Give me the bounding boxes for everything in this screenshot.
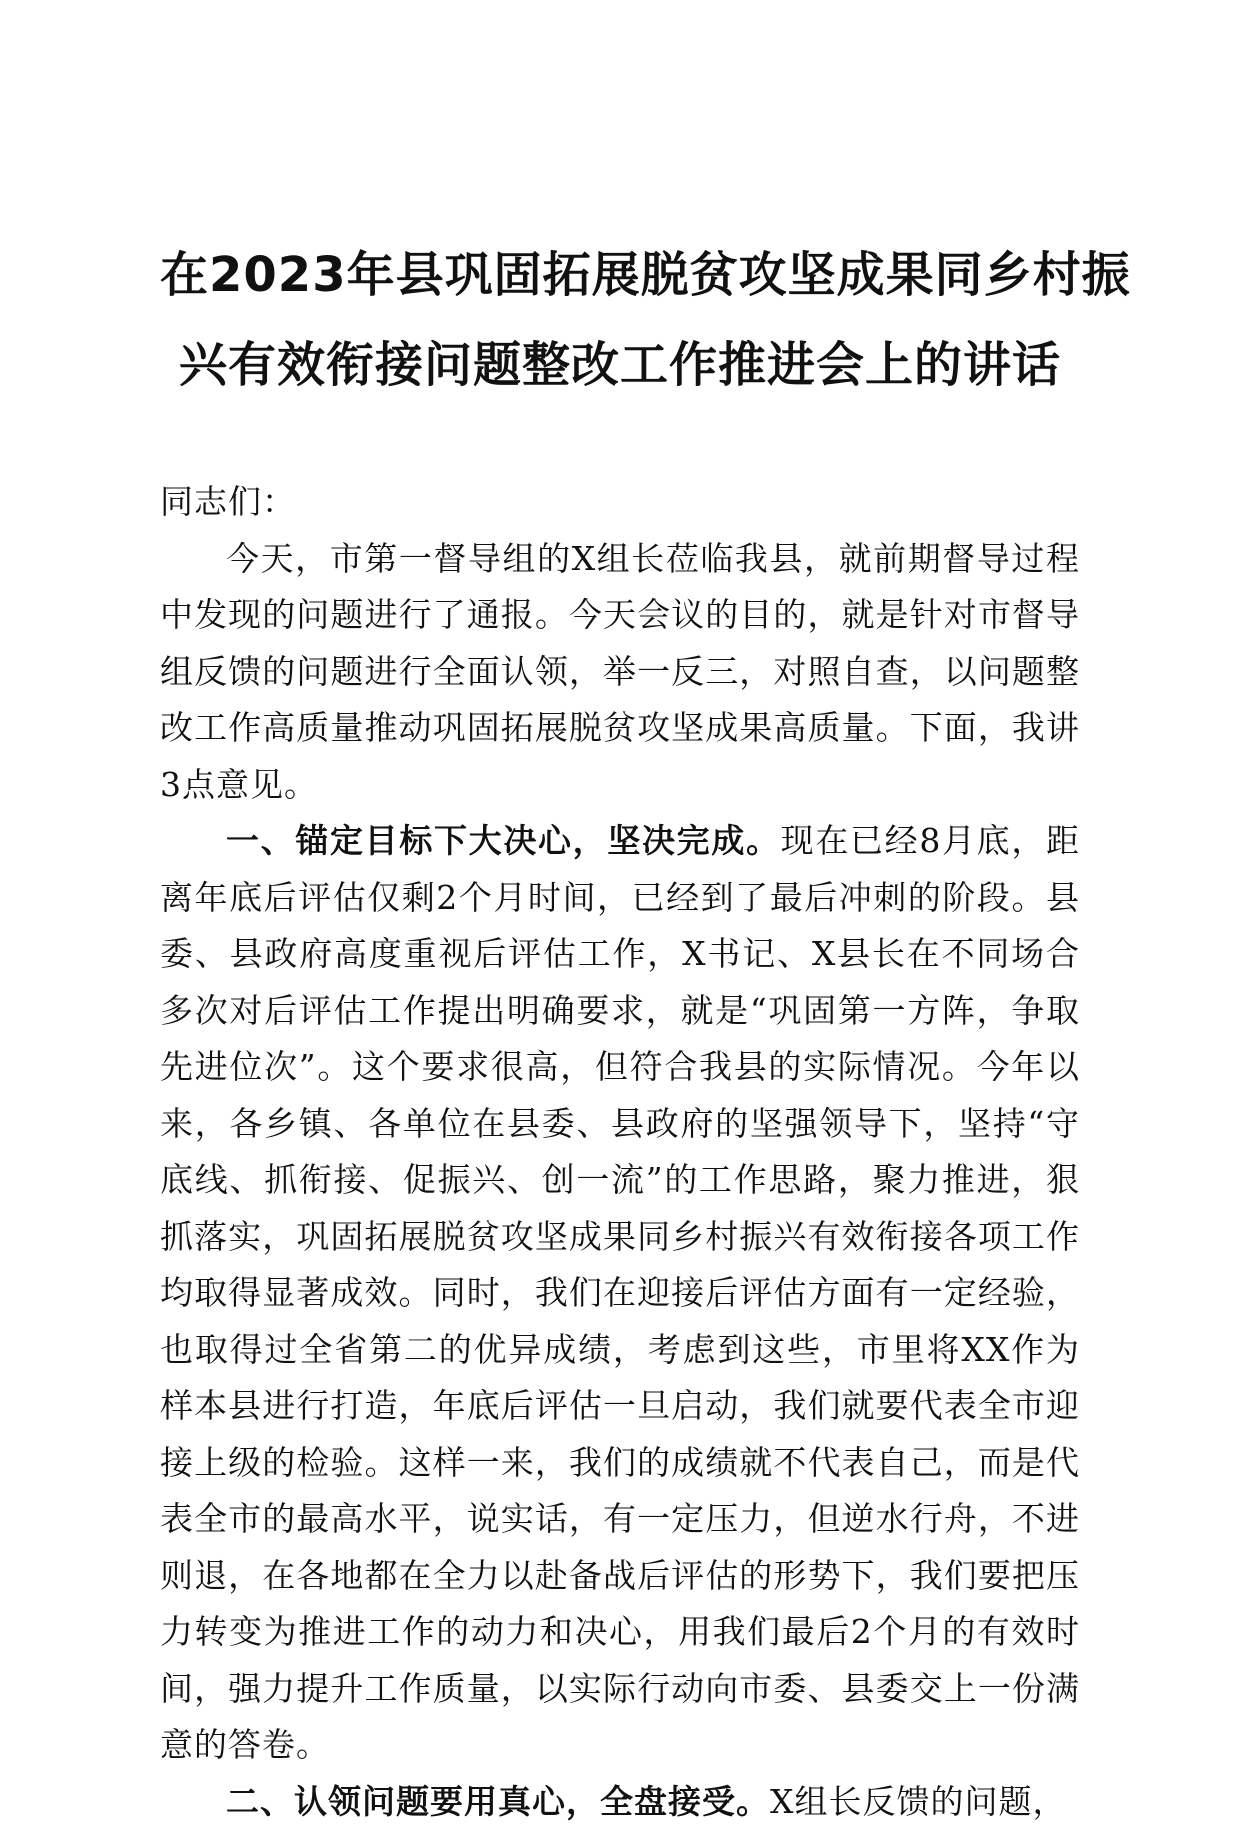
document-title [160, 230, 1080, 410]
title-line-2: 兴有效衔接问题整改工作推进会上的讲话 [160, 320, 1080, 410]
intro-paragraph: 今天，市第一督导组的X组长莅临我县，就前期督导过程中发现的问题进行了通报。今天会议的目的，就是针对市督导组反馈的问题进行全面认领，举一反三，对照自查，以问题整改工作高质量推动巩固拓展脱贫攻坚成果高质量。下面，我讲3点意见。 [160, 531, 1080, 814]
section-1-text: 现在已经8月底，距离年底后评估仅剩2个月时间，已经到了最后冲刺的阶段。县委、县政府高度重视后评估工作，X书记、X县长在不同场合多次对后评估工作提出明确要求，就是“巩固第一方阵，争取先进位次”。这个要求很高，但符合我县的实际情况。今年以来，各乡镇、各单位在县委、县政府的坚强领导下，坚持“守底线、抓衔接、促振兴、创一流”的工作思路，聚力推进，狠抓落实，巩固拓展脱贫攻坚成果同乡村振兴有效衔接各项工作均取得显著成效。同时，我们在迎接后评估方面有一定经验，也取得过全省第二的优异成绩，考虑到这些，市里将XX作为样本县进行打造，年底后评估一旦启动，我们就要代表全市迎接上级的检验。这样一来，我们的成绩就不代表自己，而是代表全市的最高水平，说实话，有一定压力，但逆水行舟，不进则退，在各地都在全力以赴备战后评估的形势下，我们要把压力转变为推进工作的动力和决心，用我们最后2个月的有效时间，强力提升工作质量，以实际行动向市委、县委交上一份满意的答卷。 [160, 821, 1080, 1764]
title-line-1: 在2023年县巩固拓展脱贫攻坚成果同乡村振 [160, 230, 1080, 320]
section-1-heading: 一、锚定目标下大决心，坚决完成。 [226, 821, 781, 860]
document-body [160, 474, 1080, 1830]
salutation: 同志们： [160, 474, 1080, 531]
section-2-heading: 二、认领问题要用真心，全盘接受。 [226, 1782, 770, 1821]
section-1-paragraph [160, 813, 1080, 1774]
section-2-text: X组长反馈的问题， [770, 1782, 1067, 1821]
section-2-paragraph [160, 1774, 1080, 1830]
